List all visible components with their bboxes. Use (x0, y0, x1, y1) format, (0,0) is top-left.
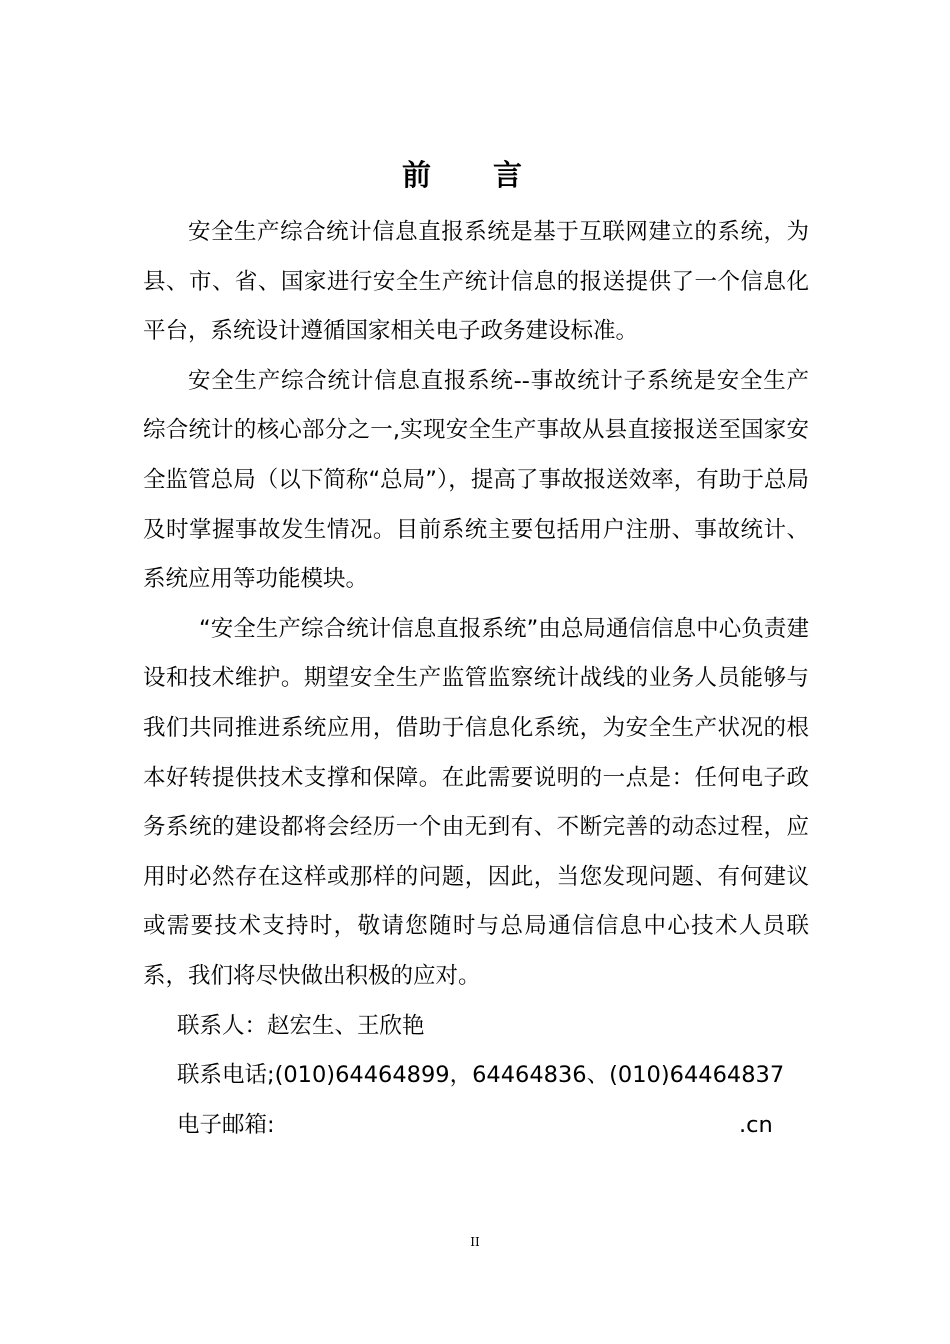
preface-paragraph-2: 安全生产综合统计信息直报系统--事故统计子系统是安全生产综合统计的核心部分之一,实现安全生产事故从县直接报送至国家安全监管总局（以下简称“总局”），提高了事故报送效率，有助于总局及时掌握事故发生情况。目前系统主要包括用户注册、事故统计、系统应用等功能模块。 (143, 367, 809, 593)
contact-person: 联系人：赵宏生、王欣艳 (177, 1012, 425, 1039)
page-number: II (470, 1235, 480, 1249)
email-domain: .cn (739, 1111, 773, 1138)
email-label: 电子邮箱: (177, 1111, 275, 1138)
preface-body (143, 208, 809, 1150)
page-title: 前 言 (401, 158, 549, 192)
contact-email-row (143, 1101, 809, 1151)
preface-paragraph-1: 安全生产综合统计信息直报系统是基于互联网建立的系统，为县、市、省、国家进行安全生产统计信息的报送提供了一个信息化平台，系统设计遵循国家相关电子政务建设标准。 (143, 219, 809, 345)
contact-phone: 联系电话;(010)64464899，64464836、(010)64464837 (177, 1062, 785, 1089)
preface-paragraph-3: “安全生产综合统计信息直报系统”由总局通信信息中心负责建设和技术维护。期望安全生产监管监察统计战线的业务人员能够与我们共同推进系统应用，借助于信息化系统，为安全生产状况的根本好转提供技术支撑和保障。在此需要说明的一点是：任何电子政务系统的建设都将会经历一个由无到有、不断完善的动态过程，应用时必然存在这样或那样的问题，因此，当您发现问题、有何建议或需要技术支持时，敬请您随时与总局通信信息中心技术人员联系，我们将尽快做出积极的应对。 (143, 615, 809, 989)
